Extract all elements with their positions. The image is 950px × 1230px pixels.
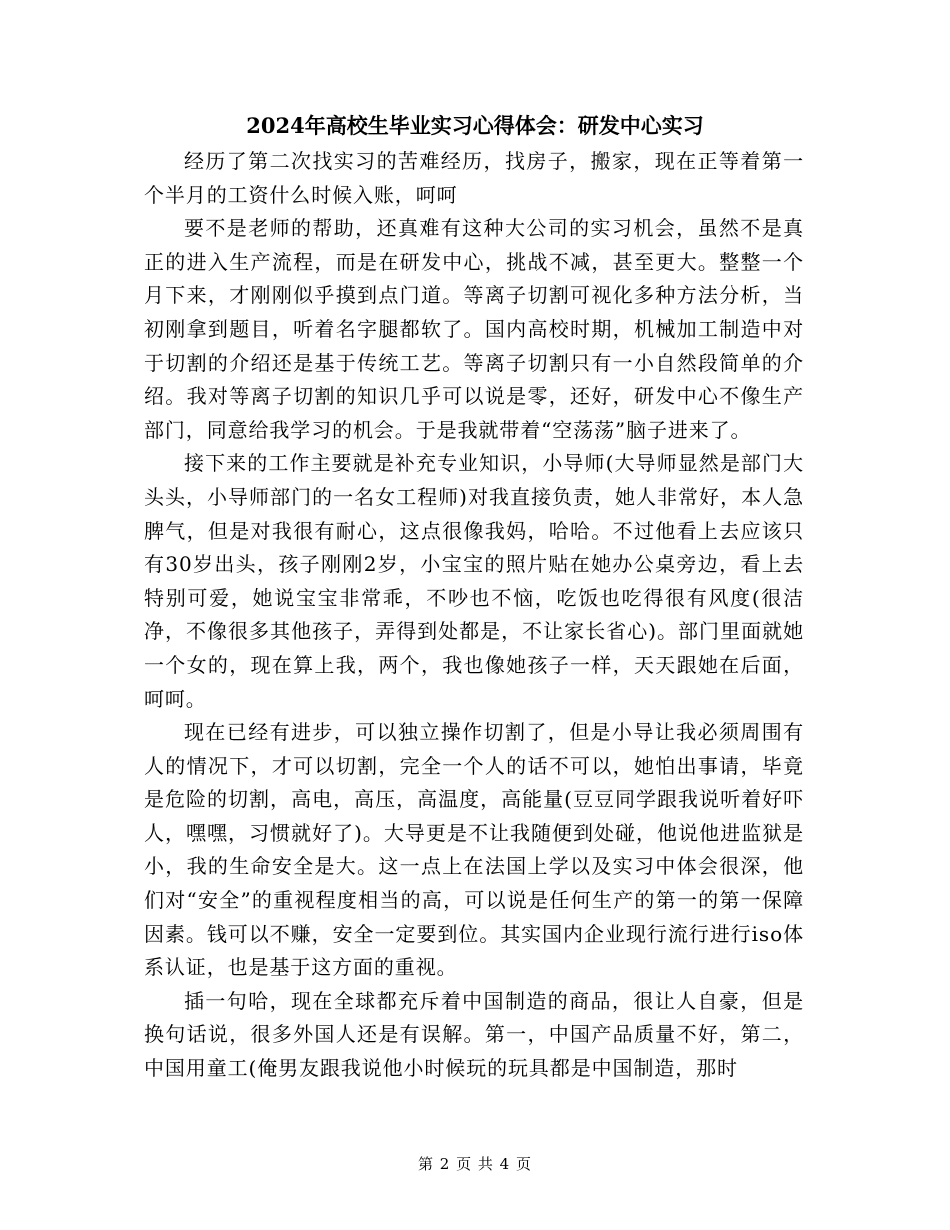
paragraph: 经历了第二次找实习的苦难经历，找房子，搬家，现在正等着第一个半月的工资什么时候入账，呵呵: [144, 149, 804, 207]
paragraph: 接下来的工作主要就是补充专业知识，小导师(大导师显然是部门大头头，小导师部门的一名女工程师)对我直接负责，她人非常好，本人急脾气，但是对我很有耐心，这点很像我妈，哈哈。不过他看上去应该只有30岁出头，孩子刚刚2岁，小宝宝的照片贴在她办公桌旁边，看上去特别可爱，她说宝宝非常乖，不吵也不恼，吃饭也吃得很有风度(很洁净，不像很多其他孩子，弄得到处都是，不让家长省心)。部门里面就她一个女的，现在算上我，两个，我也像她孩子一样，天天跟她在后面，呵呵。: [144, 451, 804, 711]
page-number-footer: 第 2 页 共 4 页: [418, 1155, 532, 1173]
paragraph: 现在已经有进步，可以独立操作切割了，但是小导让我必须周围有人的情况下，才可以切割，完全一个人的话不可以，她怕出事请，毕竟是危险的切割，高电，高压，高温度，高能量(豆豆同学跟我说听着好吓人，嘿嘿，习惯就好了)。大导更是不让我随便到处碰，他说他进监狱是小，我的生命安全是大。这一点上在法国上学以及实习中体会很深，他们对“安全”的重视程度相当的高，可以说是任何生产的第一的第一保障因素。钱可以不赚，安全一定要到位。其实国内企业现行流行进行iso体系认证，也是基于这方面的重视。: [144, 720, 804, 980]
document-title: 2024年高校生毕业实习心得体会：研发中心实习: [246, 113, 704, 138]
document-body: [144, 145, 804, 1086]
paragraph: 要不是老师的帮助，还真难有这种大公司的实习机会，虽然不是真正的进入生产流程，而是在研发中心，挑战不减，甚至更大。整整一个月下来，才刚刚似乎摸到点门道。等离子切割可视化多种方法分析，当初刚拿到题目，听着名字腿都软了。国内高校时期，机械加工制造中对于切割的介绍还是基于传统工艺。等离子切割只有一小自然段简单的介绍。我对等离子切割的知识几乎可以说是零，还好，研发中心不像生产部门，同意给我学习的机会。于是我就带着“空荡荡”脑子进来了。: [144, 216, 804, 442]
paragraph: 插一句哈，现在全球都充斥着中国制造的商品，很让人自豪，但是换句话说，很多外国人还是有误解。第一，中国产品质量不好，第二，中国用童工(俺男友跟我说他小时候玩的玩具都是中国制造，那时: [144, 988, 804, 1081]
